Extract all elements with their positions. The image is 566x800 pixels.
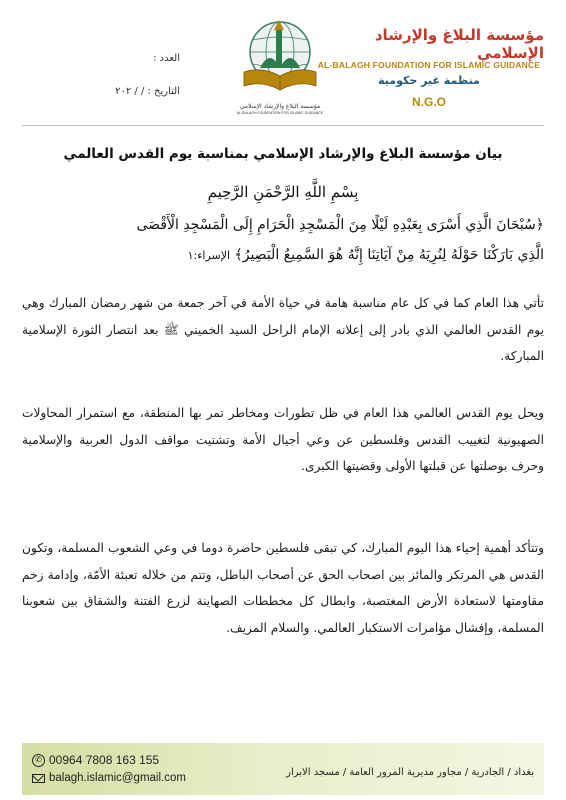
basmala: بِسْمِ اللَّهِ الرَّحْمَنِ الرَّحِيمِ bbox=[207, 183, 359, 201]
header-divider bbox=[22, 125, 544, 126]
date-label: التاريخ : / / ٢٠٢ bbox=[115, 86, 180, 97]
email-icon bbox=[32, 774, 45, 783]
verse-reference: الإسراء:١ bbox=[187, 249, 231, 262]
org-name-arabic: مؤسسة البلاغ والإرشاد الإسلامي bbox=[374, 26, 544, 62]
footer-bar bbox=[22, 743, 544, 795]
paragraph-2: ويحل يوم القدس العالمي هذا العام في ظل تطورات ومخاطر تمر بها المنطقة، مع استمرار المحاولات الصهيونية لتغييب القدس وفلسطين عن وعي أجيال الأمة وتشتيت مواقف الدول العربية والإسلامية وحرف بوصلتها عن قبلتها الأولى وقضيتها الكبرى. bbox=[22, 406, 544, 473]
paragraph-3: وتتأكد أهمية إحياء هذا اليوم المبارك، كي تبقى فلسطين حاضرة دوما في وعي الشعوب المسلمة، وتكون القدس هي المرتكز والمائز بين اصحاب الحق عن أصحاب الباطل، وتتم من خلاله تعبئة الأمّة، وإدامة زخم مقاومتها لاستعادة الأرض المغتصبة، وابطال كل مخططات الصهاينة لزرع الفتنة والشقاق بين شعوبنا المسلمة، وإفشال مؤامرات الاستكبار العالمي. والسلام المزيف. bbox=[22, 541, 544, 635]
logo-caption-arabic: مؤسسة البلاغ والإرشاد الإسلامي bbox=[239, 103, 321, 110]
ngo-label-arabic: منظمة غير حكومية bbox=[378, 74, 480, 87]
footer-phone bbox=[32, 753, 159, 767]
phone-number: 00964 7808 163 155 bbox=[49, 753, 160, 767]
logo-caption-english: AL-BALAGH FOUNDATION FOR ISLAMIC GUIDANCE bbox=[236, 111, 324, 115]
ngo-label-english: N.G.O bbox=[411, 95, 446, 109]
verse-line-1: ﴿سُبْحَانَ الَّذِي أَسْرَى بِعَبْدِهِ لَيْلًا مِنَ الْمَسْجِدِ الْحَرَامِ إِلَى الْمَسْجِدِ الْأَقْصَى bbox=[136, 217, 544, 233]
email-address: balagh.islamic@gmail.com bbox=[49, 772, 186, 784]
verse-line-2: الَّذِي بَارَكْنَا حَوْلَهُ لِنُرِيَهُ مِنْ آيَاتِنَا إِنَّهُ هُوَ السَّمِيعُ الْبَصِيرُ﴾ bbox=[234, 247, 544, 263]
phone-icon: ✆ bbox=[32, 754, 45, 767]
document-title: بيان مؤسسة البلاغ والإرشاد الإسلامي بمناسبة يوم القدس العالمي bbox=[63, 146, 503, 162]
quran-verse bbox=[22, 210, 544, 271]
footer-email bbox=[32, 772, 186, 784]
org-name-english: AL-BALAGH FOUNDATION FOR ISLAMIC GUIDANCE bbox=[317, 60, 541, 70]
paragraph-1: تأتي هذا العام كما في كل عام مناسبة هامة في حياة الأمة في آخر جمعة من شهر رمضان المبارك وهي يوم القدس العالمي الذي بادر إلى إعلانه الإمام الراحل السيد الخميني ﷺ بعد انتصار الثورة الإسلامية المباركة. bbox=[22, 296, 544, 363]
reference-number-label: العدد : bbox=[153, 53, 180, 64]
footer-address: بغداد / الجادرية / مجاور مديرية المرور العامة / مسجد الابرار bbox=[286, 767, 534, 778]
verse-line-2-wrapper bbox=[22, 240, 544, 271]
